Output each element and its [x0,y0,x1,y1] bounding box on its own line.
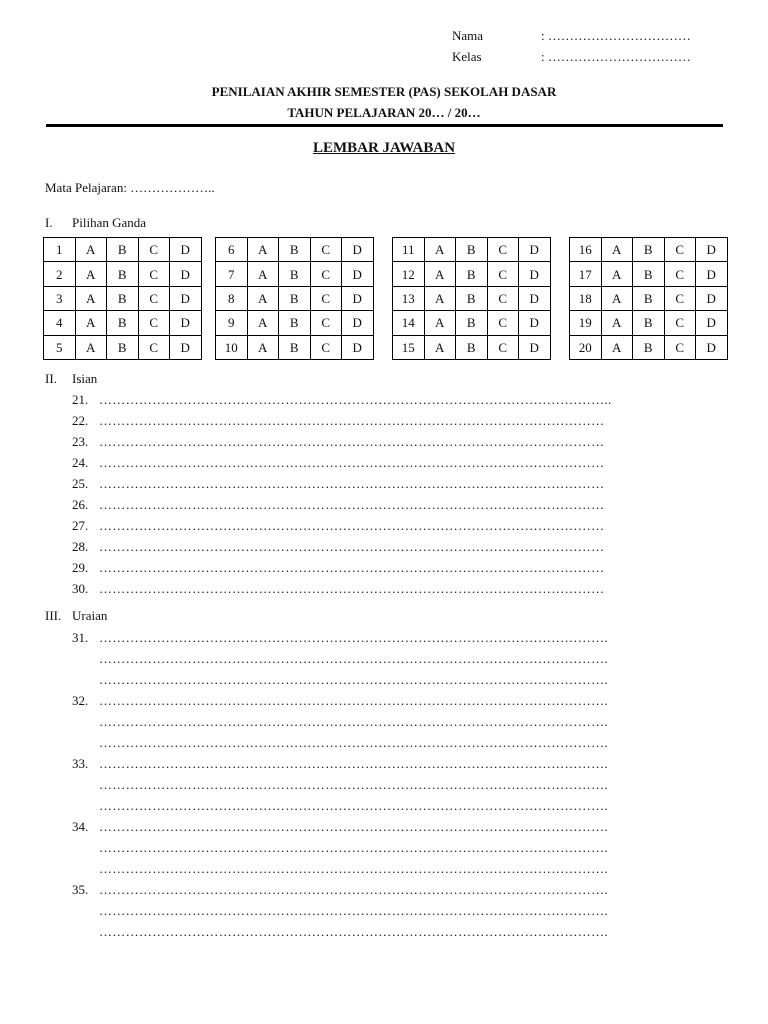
option-cell[interactable]: D [696,238,728,262]
option-cell[interactable]: B [633,311,665,335]
answer-row [44,311,202,335]
answer-row [44,335,202,359]
question-number: 9 [216,311,248,335]
essay-line[interactable]: ……………………………………………………………………………………………………. [99,693,608,708]
option-cell[interactable]: B [279,311,311,335]
option-cell[interactable]: A [601,286,633,310]
option-cell[interactable]: C [487,238,519,262]
subject-field[interactable]: Mata Pelajaran: ……………….. [45,180,215,195]
answer-row [570,286,728,310]
option-cell[interactable]: B [633,335,665,359]
section-number: I. [45,215,53,230]
answer-row [44,238,202,262]
option-cell[interactable]: B [107,335,139,359]
option-cell[interactable]: B [279,286,311,310]
essay-line[interactable]: ……………………………………………………………………………………………………. [99,630,608,645]
option-cell[interactable]: C [664,238,696,262]
option-cell[interactable]: A [247,286,279,310]
option-cell[interactable]: B [107,262,139,286]
answer-row [570,311,728,335]
option-cell[interactable]: C [664,311,696,335]
answer-row [570,262,728,286]
option-cell[interactable]: D [342,262,374,286]
option-cell[interactable]: C [310,335,342,359]
answer-line[interactable]: …………………………………………………………………………………………………… [99,434,605,449]
answer-grid-1-5 [43,237,202,360]
essay-line[interactable]: ……………………………………………………………………………………………………. [99,735,608,750]
option-cell[interactable]: C [138,335,170,359]
option-cell[interactable]: A [601,335,633,359]
option-cell[interactable]: B [633,286,665,310]
section-number: II. [45,371,57,386]
option-cell[interactable]: C [487,311,519,335]
question-number: 15 [393,335,425,359]
answer-grid-6-10 [215,237,374,360]
essay-line[interactable]: ……………………………………………………………………………………………………. [99,714,608,729]
exam-title: PENILAIAN AKHIR SEMESTER (PAS) SEKOLAH DASAR [211,84,557,99]
essay-line[interactable]: ……………………………………………………………………………………………………. [99,861,608,876]
answer-line[interactable]: …………………………………………………………………………………………………… [99,560,605,575]
option-cell[interactable]: C [310,238,342,262]
option-cell[interactable]: B [633,262,665,286]
item-number: 29. [72,560,89,575]
option-cell[interactable]: A [424,238,456,262]
option-cell[interactable]: D [170,286,202,310]
question-number: 13 [393,286,425,310]
name-field[interactable]: : …………………………… [541,28,691,43]
question-number: 19 [570,311,602,335]
option-cell[interactable]: D [519,335,551,359]
option-cell[interactable]: B [279,335,311,359]
option-cell[interactable]: B [456,262,488,286]
answer-row [216,335,374,359]
option-cell[interactable]: D [342,238,374,262]
essay-line[interactable]: ……………………………………………………………………………………………………. [99,672,608,687]
option-cell[interactable]: A [601,262,633,286]
option-cell[interactable]: A [75,335,107,359]
option-cell[interactable]: C [664,262,696,286]
option-cell[interactable]: A [75,238,107,262]
option-cell[interactable]: D [342,335,374,359]
answer-row [393,286,551,310]
option-cell[interactable]: A [424,262,456,286]
question-number: 3 [44,286,76,310]
header-divider [46,124,723,127]
essay-line[interactable]: ……………………………………………………………………………………………………. [99,756,608,771]
section-number: III. [45,608,62,623]
option-cell[interactable]: A [247,238,279,262]
section-title: Isian [72,371,98,386]
option-cell[interactable]: B [107,286,139,310]
option-cell[interactable]: A [424,286,456,310]
option-cell[interactable]: A [601,238,633,262]
essay-line[interactable]: ……………………………………………………………………………………………………. [99,840,608,855]
option-cell[interactable]: C [138,286,170,310]
answer-row [216,262,374,286]
option-cell[interactable]: A [424,335,456,359]
item-number: 25. [72,476,89,491]
item-number: 35. [72,882,89,897]
essay-line[interactable]: ……………………………………………………………………………………………………. [99,924,608,939]
option-cell[interactable]: D [696,311,728,335]
class-label: Kelas [452,49,482,64]
option-cell[interactable]: D [342,286,374,310]
option-cell[interactable]: D [696,286,728,310]
question-number: 11 [393,238,425,262]
item-number: 28. [72,539,89,554]
option-cell[interactable]: C [138,311,170,335]
option-cell[interactable]: D [519,262,551,286]
question-number: 17 [570,262,602,286]
class-field[interactable]: : …………………………… [541,49,691,64]
question-number: 20 [570,335,602,359]
option-cell[interactable]: A [247,262,279,286]
option-cell[interactable]: B [633,238,665,262]
option-cell[interactable]: C [310,262,342,286]
answer-grid-16-20 [569,237,728,360]
essay-line[interactable]: ……………………………………………………………………………………………………. [99,819,608,834]
question-number: 14 [393,311,425,335]
option-cell[interactable]: A [75,311,107,335]
option-cell[interactable]: C [664,286,696,310]
answer-line[interactable]: …………………………………………………………………………………………………… [99,539,605,554]
answer-line[interactable]: …………………………………………………………………………………………………… [99,476,605,491]
answer-line[interactable]: …………………………………………………………………………………………………….. [99,392,612,407]
option-cell[interactable]: C [487,335,519,359]
option-cell[interactable]: A [247,335,279,359]
item-number: 27. [72,518,89,533]
answer-row [44,262,202,286]
item-number: 24. [72,455,89,470]
option-cell[interactable]: D [170,335,202,359]
option-cell[interactable]: D [519,238,551,262]
question-number: 8 [216,286,248,310]
answer-line[interactable]: …………………………………………………………………………………………………… [99,455,605,470]
item-number: 21. [72,392,89,407]
question-number: 10 [216,335,248,359]
question-number: 6 [216,238,248,262]
answer-row [393,262,551,286]
answer-row [216,286,374,310]
question-number: 12 [393,262,425,286]
option-cell[interactable]: A [75,286,107,310]
option-cell[interactable]: C [487,286,519,310]
question-number: 5 [44,335,76,359]
item-number: 32. [72,693,89,708]
academic-year: TAHUN PELAJARAN 20… / 20… [287,105,481,120]
option-cell[interactable]: C [138,262,170,286]
option-cell[interactable]: D [519,311,551,335]
option-cell[interactable]: B [279,238,311,262]
option-cell[interactable]: D [342,311,374,335]
name-label: Nama [452,28,484,43]
option-cell[interactable]: D [519,286,551,310]
option-cell[interactable]: B [456,238,488,262]
answer-row [393,311,551,335]
option-cell[interactable]: B [279,262,311,286]
answer-row [570,335,728,359]
item-number: 26. [72,497,89,512]
item-number: 31. [72,630,89,645]
answer-row [216,238,374,262]
option-cell[interactable]: C [138,238,170,262]
answer-row [44,286,202,310]
answer-row [216,311,374,335]
option-cell[interactable]: A [601,311,633,335]
option-cell[interactable]: B [107,238,139,262]
answer-line[interactable]: …………………………………………………………………………………………………… [99,518,605,533]
answer-line[interactable]: …………………………………………………………………………………………………… [99,581,605,596]
option-cell[interactable]: D [696,262,728,286]
option-cell[interactable]: D [696,335,728,359]
option-cell[interactable]: C [664,335,696,359]
question-number: 16 [570,238,602,262]
option-cell[interactable]: C [310,286,342,310]
section-title: Uraian [72,608,108,623]
option-cell[interactable]: D [170,238,202,262]
option-cell[interactable]: B [456,311,488,335]
essay-line[interactable]: ……………………………………………………………………………………………………. [99,651,608,666]
option-cell[interactable]: A [247,311,279,335]
option-cell[interactable]: D [170,262,202,286]
option-cell[interactable]: C [310,311,342,335]
option-cell[interactable]: B [456,335,488,359]
item-number: 22. [72,413,89,428]
option-cell[interactable]: D [170,311,202,335]
section-title: Pilihan Ganda [72,215,147,230]
question-number: 1 [44,238,76,262]
essay-line[interactable]: ……………………………………………………………………………………………………. [99,798,608,813]
answer-row [393,238,551,262]
item-number: 34. [72,819,89,834]
option-cell[interactable]: B [456,286,488,310]
page-heading: LEMBAR JAWABAN [312,140,456,156]
item-number: 33. [72,756,89,771]
question-number: 4 [44,311,76,335]
answer-line[interactable]: …………………………………………………………………………………………………… [99,413,605,428]
answer-row [570,238,728,262]
answer-row [393,335,551,359]
item-number: 30. [72,581,89,596]
essay-line[interactable]: ……………………………………………………………………………………………………. [99,777,608,792]
question-number: 2 [44,262,76,286]
answer-grid-11-15 [392,237,551,360]
question-number: 18 [570,286,602,310]
essay-line[interactable]: ……………………………………………………………………………………………………. [99,882,608,897]
item-number: 23. [72,434,89,449]
option-cell[interactable]: B [107,311,139,335]
answer-line[interactable]: …………………………………………………………………………………………………… [99,497,605,512]
option-cell[interactable]: A [75,262,107,286]
option-cell[interactable]: C [487,262,519,286]
option-cell[interactable]: A [424,311,456,335]
essay-line[interactable]: ……………………………………………………………………………………………………. [99,903,608,918]
question-number: 7 [216,262,248,286]
